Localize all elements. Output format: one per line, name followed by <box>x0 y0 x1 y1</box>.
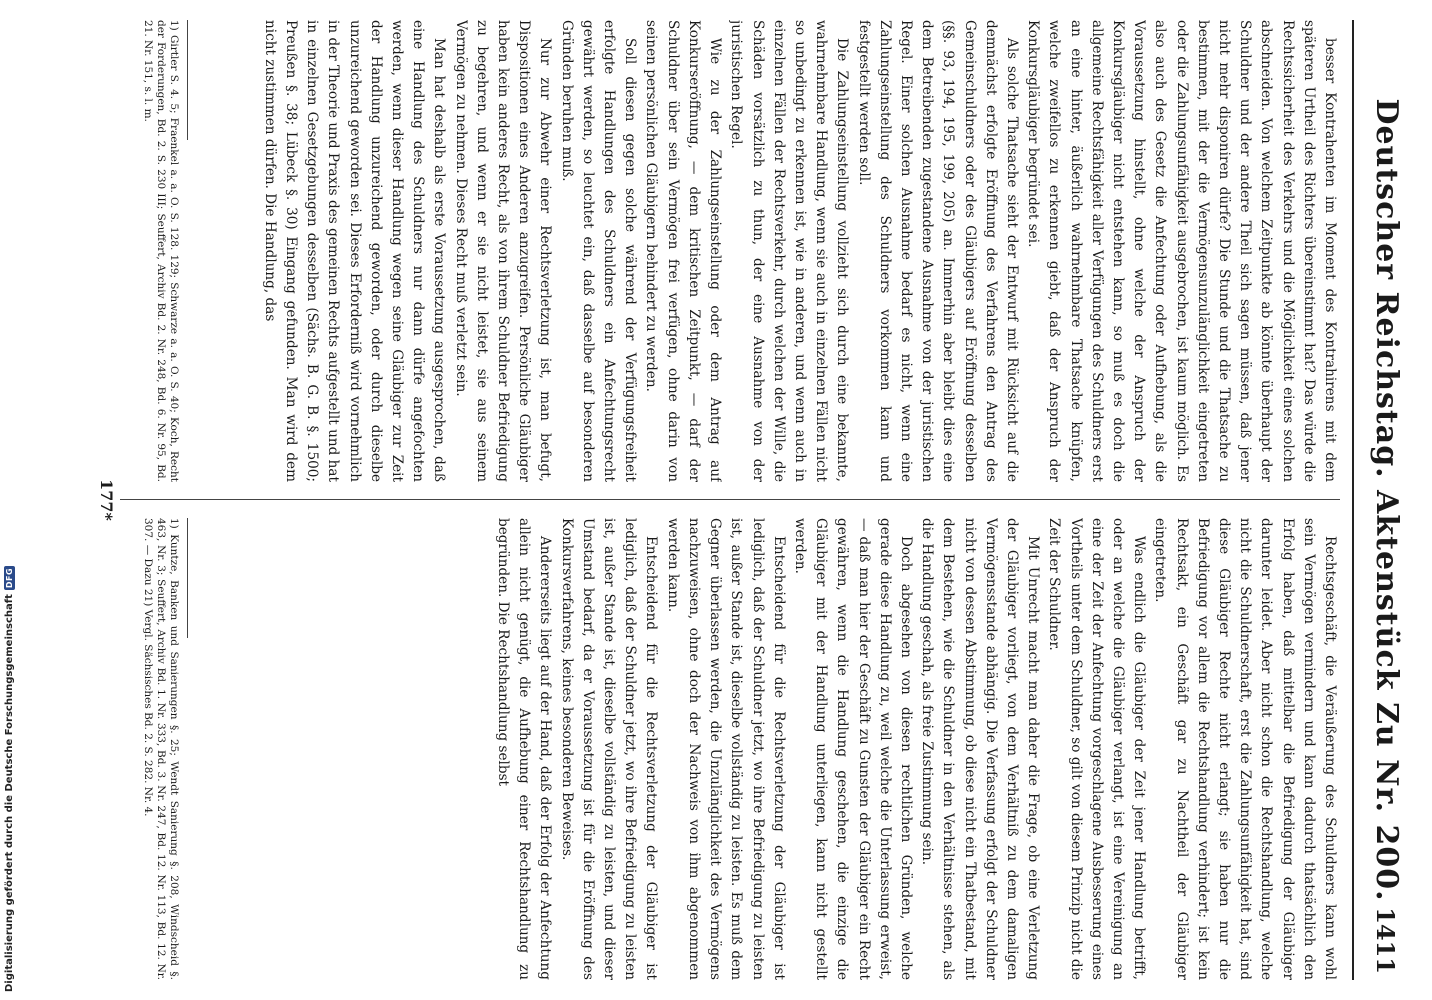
digitization-note <box>1 0 17 992</box>
right-text-column <box>180 518 1340 980</box>
right-paragraph: Entscheidend für die Rechtsverletzung der Gläubiger ist lediglich, daß der Schuldner jetzt, wo ihre Befriedigung zu leisten ist, außer Stande ist, dieselbe vollständig zu leisten. Es muß dem Gegner überlassen werden, die Unzulänglichkeit des Vermögens nachzuweisen, ohne doch der Nachweis von ihm abgenommen werden kann. <box>664 518 787 980</box>
left-paragraph: Man hat deshalb als erste Voraussetzung ausgesprochen, daß eine Handlung des Schuldners nur dann dürfe angefochten werden, wenn dieser Handlung wegen seine Gläubiger zur Zeit der Handlung unzureichend geworden, oder durch dieselbe unzureichend geworden sei. Dieses Erforderniß wird vornehmlich in der Theorie und Praxis des gemeinen Rechts aufgestellt und hat in einzelnen Gesetzgebungen desselben (Sächs. B. G. B. §. 1500; Preußen §. 38; Lübeck §. 30) Eingang gefunden. Man wird dem nicht zustimmen dürfen. Die Handlung, das <box>261 20 448 482</box>
sheet-signature: 177* <box>97 479 116 521</box>
header-rule <box>1352 20 1354 980</box>
footnote-rule-right <box>187 518 188 638</box>
left-paragraph: Soll diesen gegen solche während der Verfügungsfreiheit erfolgte Handlungen des Schuldners ein Anfechtungsrecht gewährt werden, so leuchtet ein, daß dasselbe auf besonderen Gründen beruhen muß. <box>558 20 639 482</box>
left-text-column <box>180 20 1340 482</box>
right-paragraph: Was endlich die Gläubiger der Zeit jener Handlung betrifft, oder an welche die Gläubiger verlangt, ist eine Vereinigung an eine der Zeit der Anfechtung vorgeschlagene Ausbesserung eines Vortheils unter dem Schuldner, so gilt von diesem Prinzip nicht die Zeit der Schuldner. <box>1046 518 1148 980</box>
page-header <box>1352 20 1408 980</box>
footnote-right: 1) Kuntze, Banken und Sanierungen §. 25; Wendt Sanierung §. 208, Windscheid §. 463, Nr. 3; Seuffert, Archiv Bd. 1. Nr. 333, Bd. 3. Nr. 247, Bd. 12. Nr. 113, Bd. 12. Nr. 307. — Dazu 21) Vergl. Sächsisches Bd. 2. S. 282. Nr. 4. <box>142 518 180 980</box>
left-paragraph: Wie zu der Zahlungseinstellung oder dem Antrag auf Konkurseröffnung, — dem kritischen Zeitpunkt, — darf der Schuldner über sein Vermögen frei verfügen, ohne darin von seinen persönlichen Gläubigern behindert zu werden. <box>643 20 724 482</box>
footnote-left: 1) Girtler S. 4. 5; Fraenkel a. a. O. S. 128. 129; Schwarze a. a. O. S. 40; Koch, Recht der Forderungen, Bd. 2. S. 230 III; Seuffert, Archiv Bd. 2. Nr. 248, Bd. 6. Nr. 95, Bd. 21. Nr. 151, s. l. m. <box>142 20 180 482</box>
dfg-logo-icon: DFG <box>4 567 14 589</box>
page-number: 1411 <box>1371 907 1400 974</box>
right-paragraph: Mit Unrecht macht man daher die Frage, ob eine Verletzung der Gläubiger vorliegt, von dem Verhältniß zu dem damaligen Vermögensstande abhängig. Die Verfassung erfolgt der Schuldner nicht von dessen Abstimmung, ob diese nicht ein Thatbestand, mit dem Bestehen, wie die Schuldner in den Verhältnisse stehen, als die Handlung geschah, als freie Zustimmung sein. <box>919 518 1042 980</box>
left-paragraph: Als solche Thatsache sieht der Entwurf mit Rücksicht auf die demnächst erfolgte Eröffnung des Verfahrens den Antrag des Gemeinschuldners oder des Gläubigers auf Eröffnung desselben (§§. 93, 194, 195, 199, 205) an. Immerhin aber bleibt dies eine dem Betreibenden zugestandene Ausnahme von der juristischen Regel. Einer solchen Ausnahme bedarf es nicht, wenn eine Zahlungseinstellung des Schuldners vorkommen kann und festgestellt werden soll. <box>855 20 1020 482</box>
digitization-text: Digitalisierung gefördert durch die Deutsche Forschungsgemeinschaft <box>3 594 15 992</box>
left-paragraph: Nur zur Abwehr einer Rechtsverletzung ist, man befugt, Dispositionen eines Anderen anzugreifen. Persönliche Gläubiger haben kein anderes Recht, als von ihrem Schuldner Befriedigung zu begehren, und wenn er sie nicht leistet, sie aus seinem Vermögen zu nehmen. Dieses Recht muß verletzt sein. <box>452 20 554 482</box>
column-divider <box>120 499 1340 500</box>
right-paragraph: Andererseits liegt auf der Hand, daß der Erfolg der Anfechtung allein nicht genügt, die Aufhebung einer Rechtshandlung zu begründen. Die Rechtshandlung selbst <box>495 518 554 980</box>
right-paragraph: Rechtsgeschäft, die Veräußerung des Schuldners kann wohl sein Vermögen vermindern und kann dadurch thatsächlich den Erfolg haben, daß mittelbar die Befriedigung der Gläubiger darunter leidet. Aber nicht schon die Rechtshandlung, welche nicht die Schuldnerschaft, erst die Zahlungsunfähigkeit hat, sind diese Gläubiger Rechte nicht erlangt; sie haben nur die Befriedigung vor allem die Rechtshandlung verhindert; ist kein Rechtsakt, ein Geschäft gar zu Nachtheil der Gläubiger eingetreten. <box>1152 518 1338 980</box>
footnote-rule-left <box>187 20 188 140</box>
page-title: Deutscher Reichstag. Aktenstück Zu Nr. 200. <box>1369 98 1404 902</box>
left-paragraph: Die Zahlungseinstellung vollzieht sich durch eine bekannte, wahrnehmbare Handlung, wenn sie auch in einzelnen Fällen nicht so unbedingt zu erkennen ist, wie in anderen, und wenn auch in einzelnen Fällen der Rechtsverkehr, durch welchen der Wille, die Schäden vorsätzlich zu thun, der eine Ausnahme von der juristischen Regel. <box>728 20 851 482</box>
right-paragraph: Doch abgesehen von diesen rechtlichen Gründen, welche gerade diese Handlung zu, weil welche die Unterlassung erweist, — daß man hier der Geschäft zu Gunsten der Gläubiger ein Recht gewähren, wenn die Handlung geschehen, die einzige die Gläubiger mit der Handlung unterliegen, kann nicht gestellt werden. <box>791 518 914 980</box>
left-paragraph: besser Kontrahenten im Moment des Kontrahirens mit dem späteren Urtheil des Richters übereinstimmt hat? Das würde die Rechtssicherheit des Verkehrs und die Möglichkeit eines solchen abschneiden. Von welchem Zeitpunkte ab könnte überhaupt der Schuldner und der andere Theil sich sagen müssen, daß jener nicht mehr disponiren dürfe? Die Stunde und die Thatsache zu bestimmen, mit der die Vermögensunzulänglichkeit eingetreten oder die Zahlungsunfähigkeit ausgebrochen, ist kaum möglich. Es also auch des Gesetz die Anfechtung oder Aufhebung, als die Voraussetzung hinstellt, ohne welche der Anspruch der Konkursgläubiger nicht entstehen kann, so muß es doch die allgemeine Rechtsfähigkeit aller Verfügungen des Schuldners erst an eine hinter, äußerlich wahrnehmbare Thatsache knüpfen, welche zweifellos zu erkennen giebt, daß der Anspruch der Konkursgläubiger begründet sei. <box>1025 20 1338 482</box>
rotated-page <box>96 0 1416 1000</box>
right-paragraph: Entscheidend für die Rechtsverletzung der Gläubiger ist lediglich, daß der Schuldner jetzt, wo ihre Befriedigung zu leisten ist, außer Stande ist, dieselbe vollständig zu leisten, und dieser Umstand bedarf, da er Voraussetzung ist für die Eröffnung des Konkursverfahrens, keines besonderen Beweises. <box>558 518 660 980</box>
